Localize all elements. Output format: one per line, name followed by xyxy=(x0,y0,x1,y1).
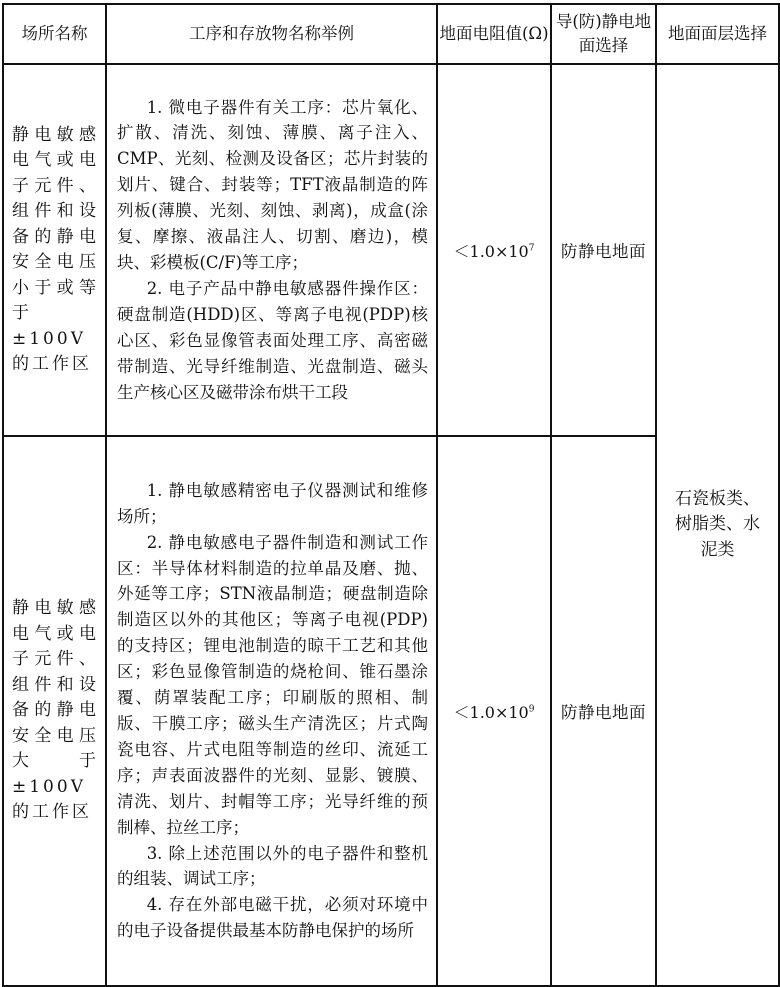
example-item: 2. 静电敏感电子器件制造和测试工作区：半导体材料制造的拉单晶及磨、抛、外延等工序；STN液晶制造；硬盘制造除制造区以外的其他区；等离子电视(PDP)的支持区；锂电池制造的晾干工艺和其他区；彩色显像管制造的烧枪间、锥石墨涂覆、荫罩装配工序；印刷版的照相、制版、干膜工序；磁头生产清洗区；片式陶瓷电容、片式电阻等制造的丝印、流延工序；声表面波器件的光刻、显影、镀膜、清洗、划片、封帽等工序；光导纤维的预制棒、拉丝工序； xyxy=(117,532,428,837)
layer-cell: 石瓷板类、树脂类、水泥类 xyxy=(656,64,779,986)
resistance-cell xyxy=(437,436,551,986)
place-cell: 静电敏感电气或电子元件、组件和设备的静电安全电压大于±100V的工作区 xyxy=(3,436,106,986)
header-row xyxy=(3,4,779,64)
table-row xyxy=(3,64,779,436)
header-place: 场所名称 xyxy=(3,4,106,64)
header-layer-select: 地面面层选择 xyxy=(656,4,779,64)
place-cell: 静电敏感电气或电子元件、组件和设备的静电安全电压小于或等于±100V的工作区 xyxy=(3,64,106,436)
header-examples: 工序和存放物名称举例 xyxy=(106,4,437,64)
floor-cell: 防静电地面 xyxy=(551,64,656,436)
header-resistance: 地面电阻值(Ω) xyxy=(437,4,551,64)
examples-cell xyxy=(106,64,437,436)
resistance-cell xyxy=(437,64,551,436)
resistance-exponent: 9 xyxy=(528,704,535,715)
floor-selection-table xyxy=(2,3,780,987)
example-item: 3. 除上述范围以外的电子器件和整机的组装、调试工序； xyxy=(117,843,428,889)
example-item: 1. 微电子器件有关工序：芯片氧化、扩散、清洗、刻蚀、薄膜、离子注入、CMP、光刻、检测及设备区；芯片封装的划片、键合、封装等；TFT液晶制造的阵列板(薄膜、光刻、刻蚀、剥离)，成盒(涂复、摩擦、液晶注人、切割、磨边)，模块、彩模板(C/F)等工序； xyxy=(117,97,428,272)
header-floor-select: 导(防)静电地面选择 xyxy=(551,4,656,64)
resistance-value: ＜1.0×10 xyxy=(453,702,529,722)
resistance-value: ＜1.0×10 xyxy=(453,241,529,261)
example-item: 4. 存在外部电磁干扰，必须对环境中的电子设备提供最基本防静电保护的场所 xyxy=(117,895,428,941)
example-item: 1. 静电敏感精密电子仪器测试和维修场所； xyxy=(117,480,428,526)
floor-cell: 防静电地面 xyxy=(551,436,656,986)
example-item: 2. 电子产品中静电敏感器件操作区：硬盘制造(HDD)区、等离子电视(PDP)核心区、彩色显像管表面处理工序、高密磁带制造、光导纤维制造、光盘制造、磁头生产核心区及磁带涂布烘干工段 xyxy=(117,278,428,402)
examples-cell xyxy=(106,436,437,986)
resistance-exponent: 7 xyxy=(528,243,535,254)
